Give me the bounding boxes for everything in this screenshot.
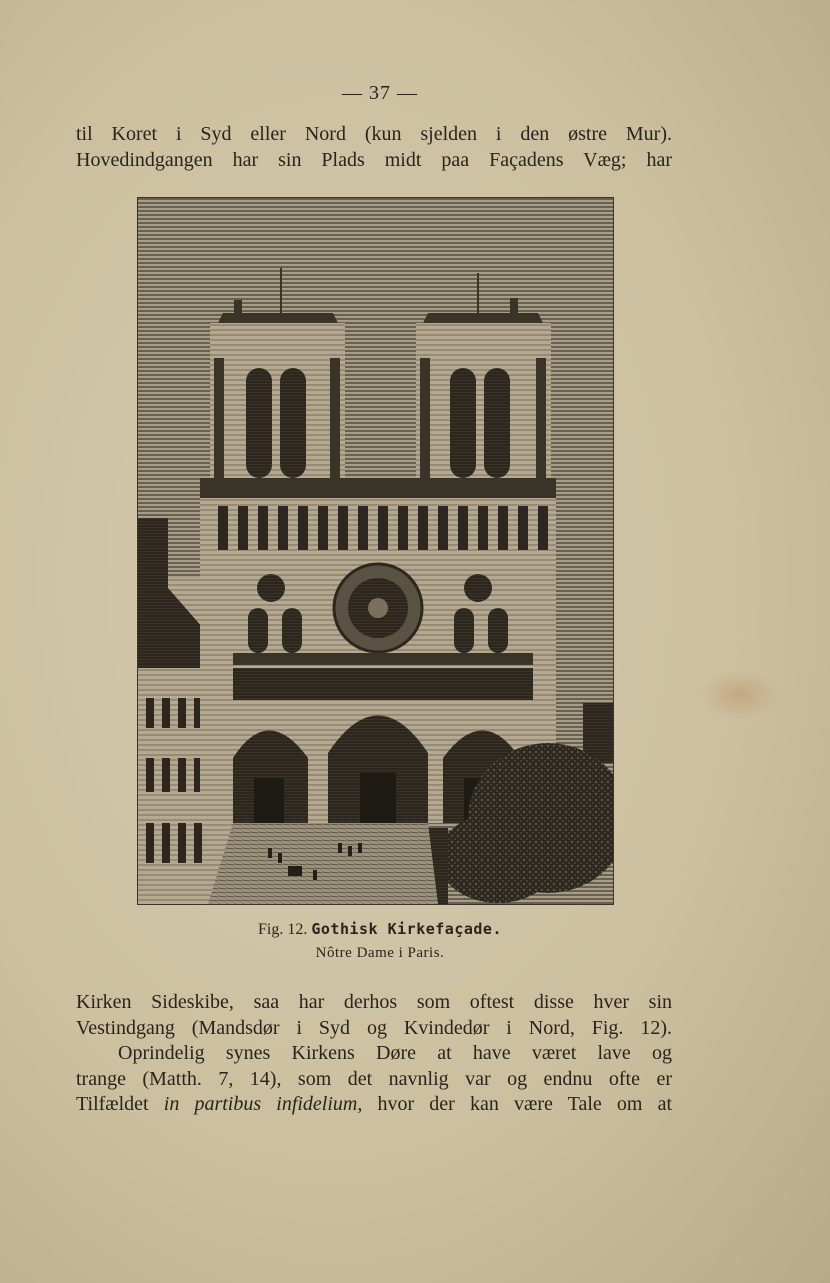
text-line: trange (Matth. 7, 14), som det navnlig var og endnu ofte er [76,1067,672,1090]
text-line [76,1092,672,1118]
figure-subtitle: Nôtre Dame i Paris. [315,945,445,961]
paragraph-bottom [76,990,672,1118]
text-line: Oprindelig synes Kirkens Døre at have været lave og [118,1042,672,1064]
text-line: til Koret i Syd eller Nord (kun sjelden i den østre Mur). [76,123,672,145]
text-line: Hovedindgangen har sin Plads midt paa Façadens Væg; har [76,148,672,171]
paper-stain [700,670,780,720]
text-fragment: Tilfældet [76,1093,149,1115]
text-fragment: hvor der kan være Tale om at [377,1093,673,1115]
figure-caption [0,920,760,939]
figure-title: Gothisk Kirkefaçade. [311,920,502,938]
text-line: Kirken Sideskibe, saa har derhos som oftest disse hver sin [76,991,672,1013]
italic-phrase: in partibus infidelium, [163,1093,363,1115]
cathedral-engraving [137,197,614,905]
page-number: — 37 — [342,82,418,104]
paragraph-top [76,122,672,173]
figure-label: Fig. 12. [258,921,308,938]
text-line: Vestindgang (Mandsdør i Syd og Kvindedør i Nord, Fig. 12). [76,1016,672,1039]
